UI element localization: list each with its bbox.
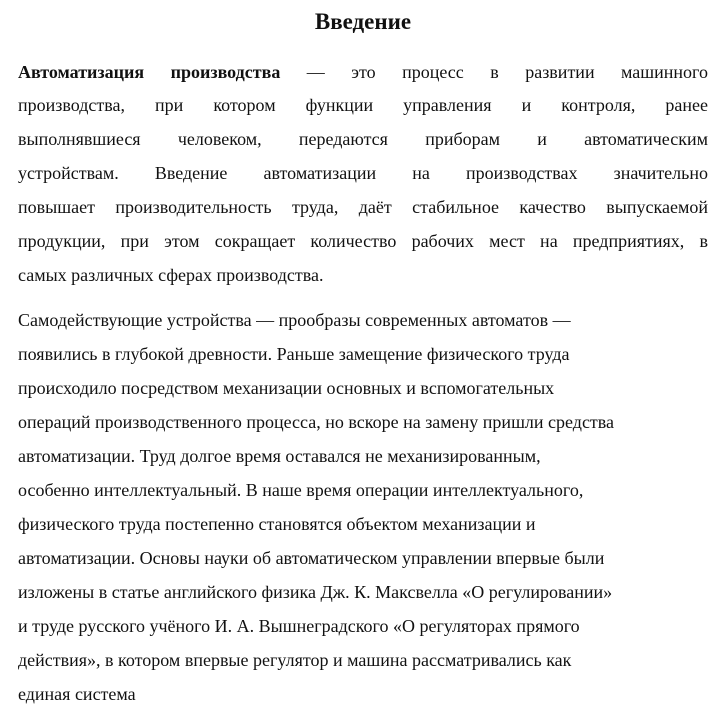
- text-line: происходило посредством механизации основных и вспомогательных: [18, 378, 555, 398]
- text-line: повышает производительность труда, даёт стабильное качество выпускаемой: [18, 197, 708, 217]
- text-line: автоматизации. Труд долгое время оставался не механизированным,: [18, 446, 541, 466]
- text-line: автоматизации. Основы науки об автоматическом управлении впервые были: [18, 548, 605, 568]
- text-line: продукции, при этом сокращает количество рабочих мест на предприятиях, в: [18, 231, 708, 251]
- text-line: особенно интеллектуальный. В наше время операции интеллектуального,: [18, 480, 584, 500]
- bold-term: Автоматизация производства: [18, 62, 281, 82]
- page-title: Введение: [314, 9, 412, 34]
- text-line: изложены в статье английского физика Дж. К. Максвелла «О регулировании»: [18, 582, 613, 602]
- text-span: — это процесс в развитии машинного: [306, 62, 708, 82]
- text-line: и труде русского учёного И. А. Вышнеградского «О регуляторах прямого: [18, 616, 580, 636]
- text-line: выполнявшиеся человеком, передаются приборам и автоматическим: [18, 129, 708, 149]
- text-line: действия», в котором впервые регулятор и машина рассматривались как: [18, 650, 572, 670]
- text-line: самых различных сферах производства.: [18, 265, 324, 285]
- text-line: Самодействующие устройства — прообразы современных автоматов —: [18, 310, 571, 330]
- text-line: устройствам. Введение автоматизации на производствах значительно: [18, 163, 708, 183]
- paragraph-history: [18, 303, 708, 711]
- text-line: производства, при котором функции управления и контроля, ранее: [18, 95, 708, 115]
- text-line: операций производственного процесса, но вскоре на замену пришли средства: [18, 412, 615, 432]
- text-line: [18, 55, 708, 89]
- text-line: единая система: [18, 684, 136, 704]
- text-line: появились в глубокой древности. Раньше замещение физического труда: [18, 344, 570, 364]
- text-line: физического труда постепенно становятся объектом механизации и: [18, 514, 536, 534]
- paragraph-automation-definition: [18, 55, 708, 292]
